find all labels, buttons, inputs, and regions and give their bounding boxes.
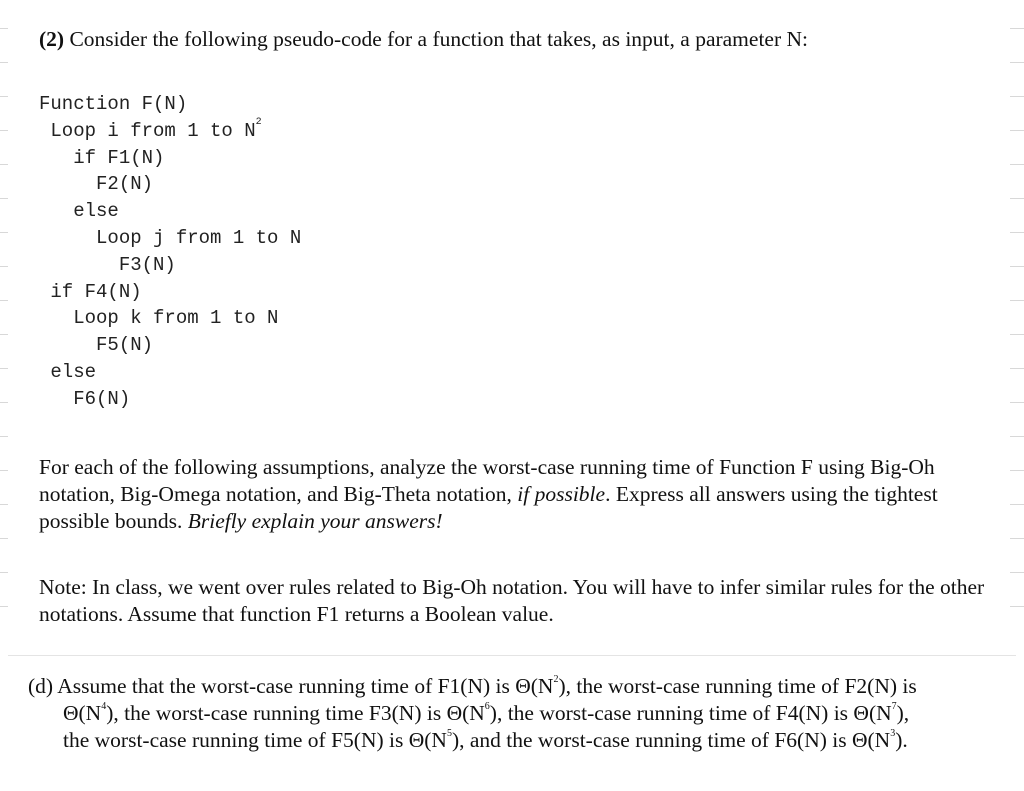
code-line: if F1(N) [39,146,165,169]
code-line: else [39,200,119,223]
margin-tick [0,436,8,437]
margin-tick [0,504,8,505]
margin-tick [1010,504,1024,505]
margin-tick [0,572,8,573]
margin-tick [1010,368,1024,369]
margin-tick [1010,470,1024,471]
margin-tick [0,334,8,335]
margin-tick [0,130,8,131]
code-line: Loop j from 1 to N [39,226,302,249]
margin-tick [0,402,8,403]
margin-tick [0,368,8,369]
margin-tick [1010,572,1024,573]
margin-tick [1010,266,1024,267]
part-d-text: Θ(N [63,701,102,725]
part-d-text: ), the worst-case running time F3(N) is Θ(N [106,701,485,725]
margin-tick [0,232,8,233]
margin-tick [0,96,8,97]
exponent: 7 [891,701,897,712]
margin-tick [1010,606,1024,607]
margin-tick [1010,198,1024,199]
part-d-line [28,700,1018,727]
margin-tick [0,606,8,607]
margin-tick [1010,538,1024,539]
margin-tick [1010,334,1024,335]
margin-tick [0,198,8,199]
part-d-text: ), the worst-case running time of F4(N) is Θ(N [489,701,892,725]
exponent: 5 [446,728,452,739]
part-d-text: ), [896,701,910,725]
margin-tick [1010,96,1024,97]
margin-tick [1010,28,1024,29]
code-line-text: Loop i from 1 to N [39,119,256,142]
note-paragraph: Note: In class, we went over rules related to Big-Oh notation. You will have to infer similar rules for the other notations. Assume that function F1 returns a Boolean value. [39,575,985,626]
instructions-text: . Express all answers using the tightest possible bounds. [39,481,938,533]
code-line: F3(N) [39,253,176,276]
margin-tick [1010,164,1024,165]
question-heading [39,26,999,52]
margin-tick [0,164,8,165]
part-d-assumption [28,673,1018,754]
question-number: (2) [39,27,65,51]
part-d-text: (d) Assume that the worst-case running time of F1(N) is Θ(N [28,674,554,698]
margin-tick [0,538,8,539]
pseudo-code-block [39,91,301,413]
margin-tick [1010,62,1024,63]
margin-tick [1010,300,1024,301]
section-divider [8,655,1016,656]
exponent: 6 [484,701,490,712]
code-line: F5(N) [39,334,154,357]
instructions-emphasis: if possible [517,481,606,506]
question-prompt: Consider the following pseudo-code for a function that takes, as input, a parameter N: [69,27,809,51]
instructions-text: For each of the following assumptions, analyze the worst-case running time of Function F using Big-Oh notation, Big-Omega notation, and Big-Theta notation, [39,455,935,506]
part-d-line [28,727,1018,754]
exponent: 2 [553,674,559,685]
margin-tick [0,266,8,267]
code-line: Function F(N) [39,93,188,115]
margin-tick [1010,130,1024,131]
margin-tick [0,300,8,301]
part-d-text: the worst-case running time of F5(N) is Θ(N [63,728,447,752]
margin-tick [1010,232,1024,233]
margin-tick [0,470,8,471]
exponent: 3 [890,728,896,739]
margin-tick [0,62,8,63]
code-line: F6(N) [39,387,131,410]
part-d-text: ), and the worst-case running time of F6(N) is Θ(N [451,728,891,752]
instructions-emphasis: Briefly explain your answers! [187,508,443,533]
exponent: 4 [101,701,107,712]
part-d-text: ), the worst-case running time of F2(N) is [558,674,917,698]
margin-tick [1010,402,1024,403]
part-d-line [28,673,1018,700]
code-line: else [39,360,97,383]
instructions-paragraph [39,454,1001,534]
code-exponent: 2 [255,116,262,128]
code-line: F2(N) [39,173,154,196]
right-margin-ticks [1010,0,1024,791]
code-line: if F4(N) [39,280,142,303]
code-line [39,118,301,145]
part-d-text: ). [895,728,908,752]
code-line: Loop k from 1 to N [39,307,279,330]
margin-tick [1010,436,1024,437]
margin-tick [0,28,8,29]
left-margin-ticks [0,0,14,791]
